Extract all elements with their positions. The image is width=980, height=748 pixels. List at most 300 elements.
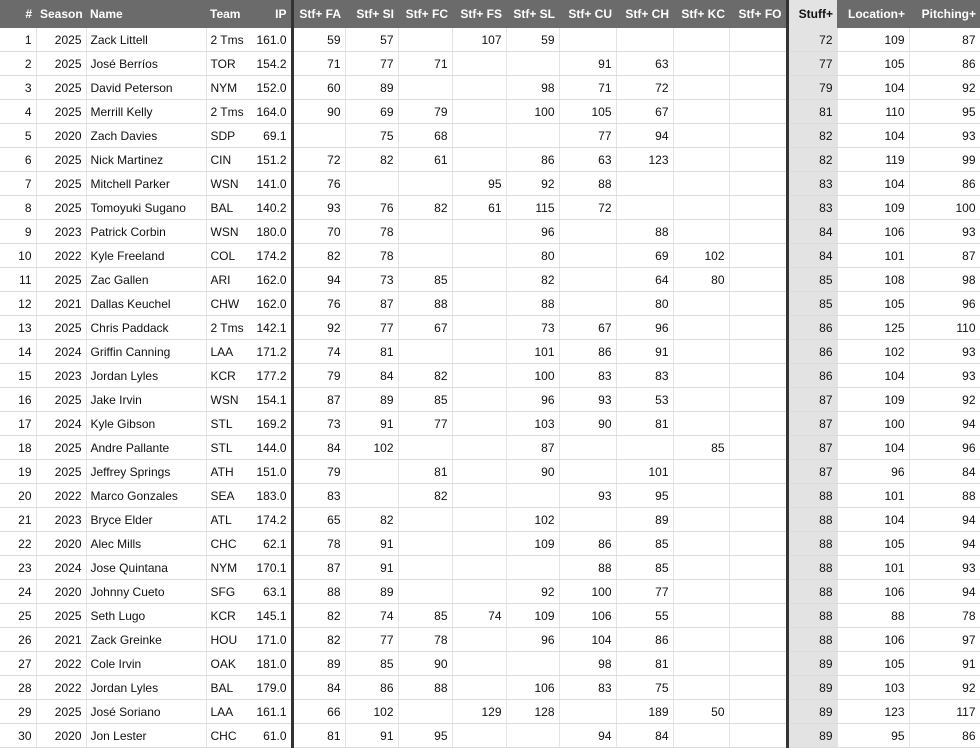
cell-stf-fs — [452, 676, 506, 700]
cell-season: 2023 — [36, 220, 86, 244]
cell-stf-fs — [452, 484, 506, 508]
cell-stf-fa: 72 — [292, 148, 345, 172]
cell-stf-fo — [729, 700, 787, 724]
cell-stf-ch: 69 — [616, 244, 673, 268]
cell-team: STL — [206, 412, 248, 436]
table-body — [0, 28, 980, 748]
cell-ip: 145.1 — [248, 604, 292, 628]
column-header-stf-si[interactable]: Stf+ SI — [345, 0, 398, 28]
cell-stf-sl: 100 — [506, 364, 559, 388]
cell-name[interactable]: Patrick Corbin — [86, 220, 206, 244]
cell-location: 119 — [837, 148, 909, 172]
cell-stf-fo — [729, 580, 787, 604]
table-row — [0, 412, 980, 436]
cell-num: 25 — [0, 604, 36, 628]
cell-num: 9 — [0, 220, 36, 244]
cell-stf-fo — [729, 52, 787, 76]
column-header-season[interactable]: Season — [36, 0, 86, 28]
cell-stf-fa: 93 — [292, 196, 345, 220]
cell-ip: 151.0 — [248, 460, 292, 484]
cell-stf-ch: 86 — [616, 628, 673, 652]
cell-name[interactable]: Bryce Elder — [86, 508, 206, 532]
cell-stf-si: 57 — [345, 28, 398, 52]
cell-num: 13 — [0, 316, 36, 340]
cell-stf-sl — [506, 652, 559, 676]
cell-stuff: 87 — [787, 460, 837, 484]
cell-stf-fc: 95 — [398, 724, 452, 748]
cell-stf-si: 75 — [345, 124, 398, 148]
cell-stf-cu: 88 — [559, 556, 616, 580]
cell-stuff: 89 — [787, 724, 837, 748]
cell-stf-sl: 59 — [506, 28, 559, 52]
cell-ip: 181.0 — [248, 652, 292, 676]
cell-stf-kc — [673, 76, 729, 100]
cell-num: 8 — [0, 196, 36, 220]
cell-ip: 141.0 — [248, 172, 292, 196]
cell-stf-fc: 82 — [398, 196, 452, 220]
cell-name[interactable]: Alec Mills — [86, 532, 206, 556]
cell-team: COL — [206, 244, 248, 268]
cell-team: STL — [206, 436, 248, 460]
cell-stf-fa: 79 — [292, 460, 345, 484]
cell-stf-fo — [729, 220, 787, 244]
cell-stf-fc — [398, 556, 452, 580]
column-header-stuff[interactable]: Stuff+ — [787, 0, 837, 28]
column-header-stf-fo[interactable]: Stf+ FO — [729, 0, 787, 28]
cell-stf-fc: 88 — [398, 676, 452, 700]
cell-num: 17 — [0, 412, 36, 436]
cell-stf-fs — [452, 244, 506, 268]
cell-stf-si: 78 — [345, 244, 398, 268]
cell-stf-fo — [729, 628, 787, 652]
cell-stuff: 89 — [787, 700, 837, 724]
cell-stf-cu: 83 — [559, 364, 616, 388]
cell-stf-si: 89 — [345, 388, 398, 412]
cell-stf-kc — [673, 412, 729, 436]
cell-stf-si: 102 — [345, 700, 398, 724]
cell-pitching: 94 — [909, 508, 980, 532]
cell-name[interactable]: José Soriano — [86, 700, 206, 724]
cell-name[interactable]: Kyle Freeland — [86, 244, 206, 268]
cell-stf-sl: 96 — [506, 628, 559, 652]
cell-stf-fc: 82 — [398, 364, 452, 388]
cell-stuff: 86 — [787, 340, 837, 364]
cell-season: 2025 — [36, 436, 86, 460]
table-row — [0, 124, 980, 148]
cell-stf-si: 91 — [345, 556, 398, 580]
cell-stuff: 83 — [787, 172, 837, 196]
table-row — [0, 244, 980, 268]
cell-stf-ch: 123 — [616, 148, 673, 172]
cell-team: WSN — [206, 388, 248, 412]
cell-name[interactable]: Dallas Keuchel — [86, 292, 206, 316]
cell-stf-fa: 87 — [292, 556, 345, 580]
cell-name[interactable]: Marco Gonzales — [86, 484, 206, 508]
column-header-ip[interactable]: IP — [248, 0, 292, 28]
cell-name[interactable]: Zac Gallen — [86, 268, 206, 292]
cell-stf-ch: 189 — [616, 700, 673, 724]
cell-stf-kc: 50 — [673, 700, 729, 724]
cell-stf-fc: 81 — [398, 460, 452, 484]
cell-name[interactable]: Jake Irvin — [86, 388, 206, 412]
cell-num: 21 — [0, 508, 36, 532]
cell-stf-sl: 96 — [506, 220, 559, 244]
cell-stf-fa: 90 — [292, 100, 345, 124]
column-header-stf-ch[interactable]: Stf+ CH — [616, 0, 673, 28]
cell-name[interactable]: Chris Paddack — [86, 316, 206, 340]
cell-stf-cu: 104 — [559, 628, 616, 652]
cell-team: SDP — [206, 124, 248, 148]
cell-num: 18 — [0, 436, 36, 460]
cell-pitching: 93 — [909, 364, 980, 388]
cell-stf-si: 91 — [345, 532, 398, 556]
table-row — [0, 700, 980, 724]
cell-pitching: 93 — [909, 340, 980, 364]
cell-stf-kc — [673, 484, 729, 508]
cell-stf-cu: 105 — [559, 100, 616, 124]
cell-stf-kc — [673, 724, 729, 748]
cell-name[interactable]: Merrill Kelly — [86, 100, 206, 124]
cell-stf-ch: 89 — [616, 508, 673, 532]
cell-num: 26 — [0, 628, 36, 652]
cell-stf-cu — [559, 268, 616, 292]
cell-stuff: 88 — [787, 556, 837, 580]
cell-stf-kc — [673, 148, 729, 172]
cell-name[interactable]: Jordan Lyles — [86, 676, 206, 700]
cell-stf-si: 76 — [345, 196, 398, 220]
cell-stf-fc: 90 — [398, 652, 452, 676]
column-header-pitching[interactable]: Pitching+ — [909, 0, 980, 28]
cell-season: 2022 — [36, 676, 86, 700]
cell-stf-cu — [559, 220, 616, 244]
cell-stf-fa: 66 — [292, 700, 345, 724]
cell-stf-kc — [673, 100, 729, 124]
cell-stf-kc — [673, 556, 729, 580]
cell-stf-fa: 71 — [292, 52, 345, 76]
cell-stf-kc — [673, 220, 729, 244]
column-header-stf-fa[interactable]: Stf+ FA — [292, 0, 345, 28]
cell-stf-si: 85 — [345, 652, 398, 676]
cell-stuff: 88 — [787, 484, 837, 508]
cell-ip: 63.1 — [248, 580, 292, 604]
cell-season: 2021 — [36, 292, 86, 316]
table-row — [0, 172, 980, 196]
cell-season: 2022 — [36, 244, 86, 268]
cell-name[interactable]: Nick Martinez — [86, 148, 206, 172]
cell-ip: 177.2 — [248, 364, 292, 388]
cell-pitching: 96 — [909, 292, 980, 316]
cell-stf-si: 73 — [345, 268, 398, 292]
cell-stuff: 89 — [787, 676, 837, 700]
cell-team: SEA — [206, 484, 248, 508]
cell-stf-fs — [452, 100, 506, 124]
cell-season: 2020 — [36, 124, 86, 148]
cell-stuff: 88 — [787, 580, 837, 604]
cell-location: 108 — [837, 268, 909, 292]
cell-stf-ch: 53 — [616, 388, 673, 412]
cell-num: 30 — [0, 724, 36, 748]
column-header-location[interactable]: Location+ — [837, 0, 909, 28]
cell-stf-fs — [452, 628, 506, 652]
cell-stf-si: 89 — [345, 580, 398, 604]
column-header-name[interactable]: Name — [86, 0, 206, 28]
cell-stf-si: 77 — [345, 628, 398, 652]
cell-name[interactable]: Jordan Lyles — [86, 364, 206, 388]
cell-stf-si: 77 — [345, 52, 398, 76]
cell-team: BAL — [206, 196, 248, 220]
cell-stf-fo — [729, 172, 787, 196]
cell-pitching: 95 — [909, 100, 980, 124]
cell-stf-fs — [452, 508, 506, 532]
cell-stuff: 77 — [787, 52, 837, 76]
cell-team: WSN — [206, 220, 248, 244]
cell-stf-kc — [673, 460, 729, 484]
table-row — [0, 268, 980, 292]
cell-location: 104 — [837, 172, 909, 196]
cell-stf-fa: 88 — [292, 580, 345, 604]
cell-name[interactable]: Kyle Gibson — [86, 412, 206, 436]
cell-name[interactable]: David Peterson — [86, 76, 206, 100]
cell-team: ARI — [206, 268, 248, 292]
cell-team: LAA — [206, 340, 248, 364]
cell-stf-sl — [506, 556, 559, 580]
cell-stf-sl: 128 — [506, 700, 559, 724]
cell-name[interactable]: Andre Pallante — [86, 436, 206, 460]
cell-stf-fc: 82 — [398, 484, 452, 508]
cell-num: 15 — [0, 364, 36, 388]
cell-stf-fo — [729, 724, 787, 748]
cell-stf-fo — [729, 100, 787, 124]
cell-stf-sl — [506, 724, 559, 748]
cell-location: 100 — [837, 412, 909, 436]
cell-ip: 174.2 — [248, 508, 292, 532]
cell-stf-fa: 76 — [292, 172, 345, 196]
cell-stuff: 87 — [787, 436, 837, 460]
cell-stf-sl: 80 — [506, 244, 559, 268]
cell-stf-fa: 94 — [292, 268, 345, 292]
cell-stf-fa: 65 — [292, 508, 345, 532]
table-row — [0, 436, 980, 460]
cell-name[interactable]: Jon Lester — [86, 724, 206, 748]
cell-stf-cu: 83 — [559, 676, 616, 700]
cell-location: 109 — [837, 388, 909, 412]
cell-ip: 152.0 — [248, 76, 292, 100]
cell-num: 14 — [0, 340, 36, 364]
cell-stf-fc: 85 — [398, 604, 452, 628]
cell-ip: 170.1 — [248, 556, 292, 580]
cell-stf-fs — [452, 724, 506, 748]
header-row — [0, 0, 980, 28]
cell-stf-fs — [452, 340, 506, 364]
cell-season: 2025 — [36, 388, 86, 412]
cell-stf-ch: 81 — [616, 652, 673, 676]
column-header-stf-sl[interactable]: Stf+ SL — [506, 0, 559, 28]
cell-pitching: 96 — [909, 436, 980, 460]
cell-stf-kc — [673, 28, 729, 52]
cell-stf-ch: 88 — [616, 220, 673, 244]
cell-season: 2025 — [36, 172, 86, 196]
cell-stf-fa: 79 — [292, 364, 345, 388]
cell-stf-fa: 81 — [292, 724, 345, 748]
cell-pitching: 92 — [909, 388, 980, 412]
cell-team: 2 Tms — [206, 100, 248, 124]
cell-stf-fs — [452, 292, 506, 316]
column-header-stf-fc[interactable]: Stf+ FC — [398, 0, 452, 28]
cell-name[interactable]: Jeffrey Springs — [86, 460, 206, 484]
cell-stf-ch: 94 — [616, 124, 673, 148]
cell-pitching: 94 — [909, 532, 980, 556]
cell-stf-fa: 59 — [292, 28, 345, 52]
cell-pitching: 94 — [909, 580, 980, 604]
cell-stf-ch — [616, 436, 673, 460]
cell-stf-kc — [673, 292, 729, 316]
cell-stf-ch: 75 — [616, 676, 673, 700]
cell-stuff: 88 — [787, 604, 837, 628]
cell-stf-si: 87 — [345, 292, 398, 316]
cell-stf-fs: 129 — [452, 700, 506, 724]
column-header-stf-cu[interactable]: Stf+ CU — [559, 0, 616, 28]
cell-ip: 154.1 — [248, 388, 292, 412]
cell-name[interactable]: Zack Littell — [86, 28, 206, 52]
cell-stf-kc — [673, 172, 729, 196]
cell-stf-si — [345, 172, 398, 196]
cell-name[interactable]: Zach Davies — [86, 124, 206, 148]
cell-ip: 61.0 — [248, 724, 292, 748]
cell-team: 2 Tms — [206, 316, 248, 340]
cell-name[interactable]: Zack Greinke — [86, 628, 206, 652]
cell-stf-fo — [729, 532, 787, 556]
cell-team: CHC — [206, 532, 248, 556]
cell-stf-kc — [673, 364, 729, 388]
cell-location: 96 — [837, 460, 909, 484]
cell-name[interactable]: Griffin Canning — [86, 340, 206, 364]
cell-stf-fc: 79 — [398, 100, 452, 124]
cell-season: 2025 — [36, 100, 86, 124]
table-row — [0, 604, 980, 628]
cell-season: 2024 — [36, 412, 86, 436]
cell-location: 102 — [837, 340, 909, 364]
cell-stf-cu: 86 — [559, 532, 616, 556]
column-header-stf-kc[interactable]: Stf+ KC — [673, 0, 729, 28]
cell-stuff: 84 — [787, 244, 837, 268]
cell-stf-cu: 93 — [559, 388, 616, 412]
cell-location: 105 — [837, 52, 909, 76]
cell-season: 2025 — [36, 148, 86, 172]
cell-stf-sl: 102 — [506, 508, 559, 532]
cell-team: CHC — [206, 724, 248, 748]
cell-ip: 171.0 — [248, 628, 292, 652]
cell-stf-fs — [452, 436, 506, 460]
cell-stf-ch: 63 — [616, 52, 673, 76]
cell-stf-fs — [452, 460, 506, 484]
cell-stf-fa: 73 — [292, 412, 345, 436]
cell-pitching: 94 — [909, 412, 980, 436]
column-header-team[interactable]: Team — [206, 0, 248, 28]
table-row — [0, 340, 980, 364]
cell-stf-kc — [673, 388, 729, 412]
cell-season: 2025 — [36, 700, 86, 724]
column-header-stf-fs[interactable]: Stf+ FS — [452, 0, 506, 28]
cell-location: 110 — [837, 100, 909, 124]
table-row — [0, 484, 980, 508]
cell-num: 3 — [0, 76, 36, 100]
cell-name[interactable]: Seth Lugo — [86, 604, 206, 628]
cell-stf-kc — [673, 604, 729, 628]
cell-season: 2020 — [36, 532, 86, 556]
cell-season: 2025 — [36, 268, 86, 292]
cell-name[interactable]: Tomoyuki Sugano — [86, 196, 206, 220]
cell-stf-cu: 88 — [559, 172, 616, 196]
cell-stf-fa: 87 — [292, 388, 345, 412]
cell-team: BAL — [206, 676, 248, 700]
cell-season: 2020 — [36, 580, 86, 604]
cell-stf-fs — [452, 316, 506, 340]
cell-location: 104 — [837, 364, 909, 388]
cell-pitching: 86 — [909, 52, 980, 76]
cell-stf-sl: 73 — [506, 316, 559, 340]
cell-name[interactable]: Johnny Cueto — [86, 580, 206, 604]
cell-stf-cu: 90 — [559, 412, 616, 436]
cell-ip: 179.0 — [248, 676, 292, 700]
cell-stf-fo — [729, 28, 787, 52]
cell-name[interactable]: José Berríos — [86, 52, 206, 76]
cell-stf-si: 69 — [345, 100, 398, 124]
column-header-num[interactable]: # — [0, 0, 36, 28]
cell-team: SFG — [206, 580, 248, 604]
cell-stf-si: 102 — [345, 436, 398, 460]
cell-ip: 69.1 — [248, 124, 292, 148]
cell-stf-si — [345, 460, 398, 484]
cell-pitching: 87 — [909, 244, 980, 268]
cell-stf-sl — [506, 52, 559, 76]
cell-stf-kc — [673, 532, 729, 556]
cell-pitching: 92 — [909, 676, 980, 700]
cell-stf-fo — [729, 388, 787, 412]
cell-name[interactable]: Mitchell Parker — [86, 172, 206, 196]
cell-stf-si: 91 — [345, 412, 398, 436]
cell-num: 23 — [0, 556, 36, 580]
cell-stf-fc — [398, 340, 452, 364]
cell-num: 7 — [0, 172, 36, 196]
cell-name[interactable]: Jose Quintana — [86, 556, 206, 580]
cell-stf-sl: 103 — [506, 412, 559, 436]
cell-stf-sl: 86 — [506, 148, 559, 172]
cell-stf-cu: 91 — [559, 52, 616, 76]
cell-stf-fc: 78 — [398, 628, 452, 652]
cell-stf-ch: 83 — [616, 364, 673, 388]
cell-stf-fo — [729, 364, 787, 388]
cell-stf-sl: 96 — [506, 388, 559, 412]
cell-location: 106 — [837, 580, 909, 604]
cell-stf-kc — [673, 316, 729, 340]
cell-pitching: 110 — [909, 316, 980, 340]
cell-stf-fo — [729, 436, 787, 460]
cell-stf-cu: 98 — [559, 652, 616, 676]
cell-pitching: 117 — [909, 700, 980, 724]
cell-pitching: 86 — [909, 724, 980, 748]
cell-stf-ch: 85 — [616, 556, 673, 580]
cell-stf-sl: 92 — [506, 580, 559, 604]
cell-stf-kc — [673, 580, 729, 604]
cell-ip: 180.0 — [248, 220, 292, 244]
cell-location: 104 — [837, 76, 909, 100]
cell-stf-fa: 60 — [292, 76, 345, 100]
cell-stf-fs: 107 — [452, 28, 506, 52]
cell-name[interactable]: Cole Irvin — [86, 652, 206, 676]
cell-season: 2025 — [36, 28, 86, 52]
cell-stf-fc — [398, 244, 452, 268]
cell-season: 2025 — [36, 76, 86, 100]
